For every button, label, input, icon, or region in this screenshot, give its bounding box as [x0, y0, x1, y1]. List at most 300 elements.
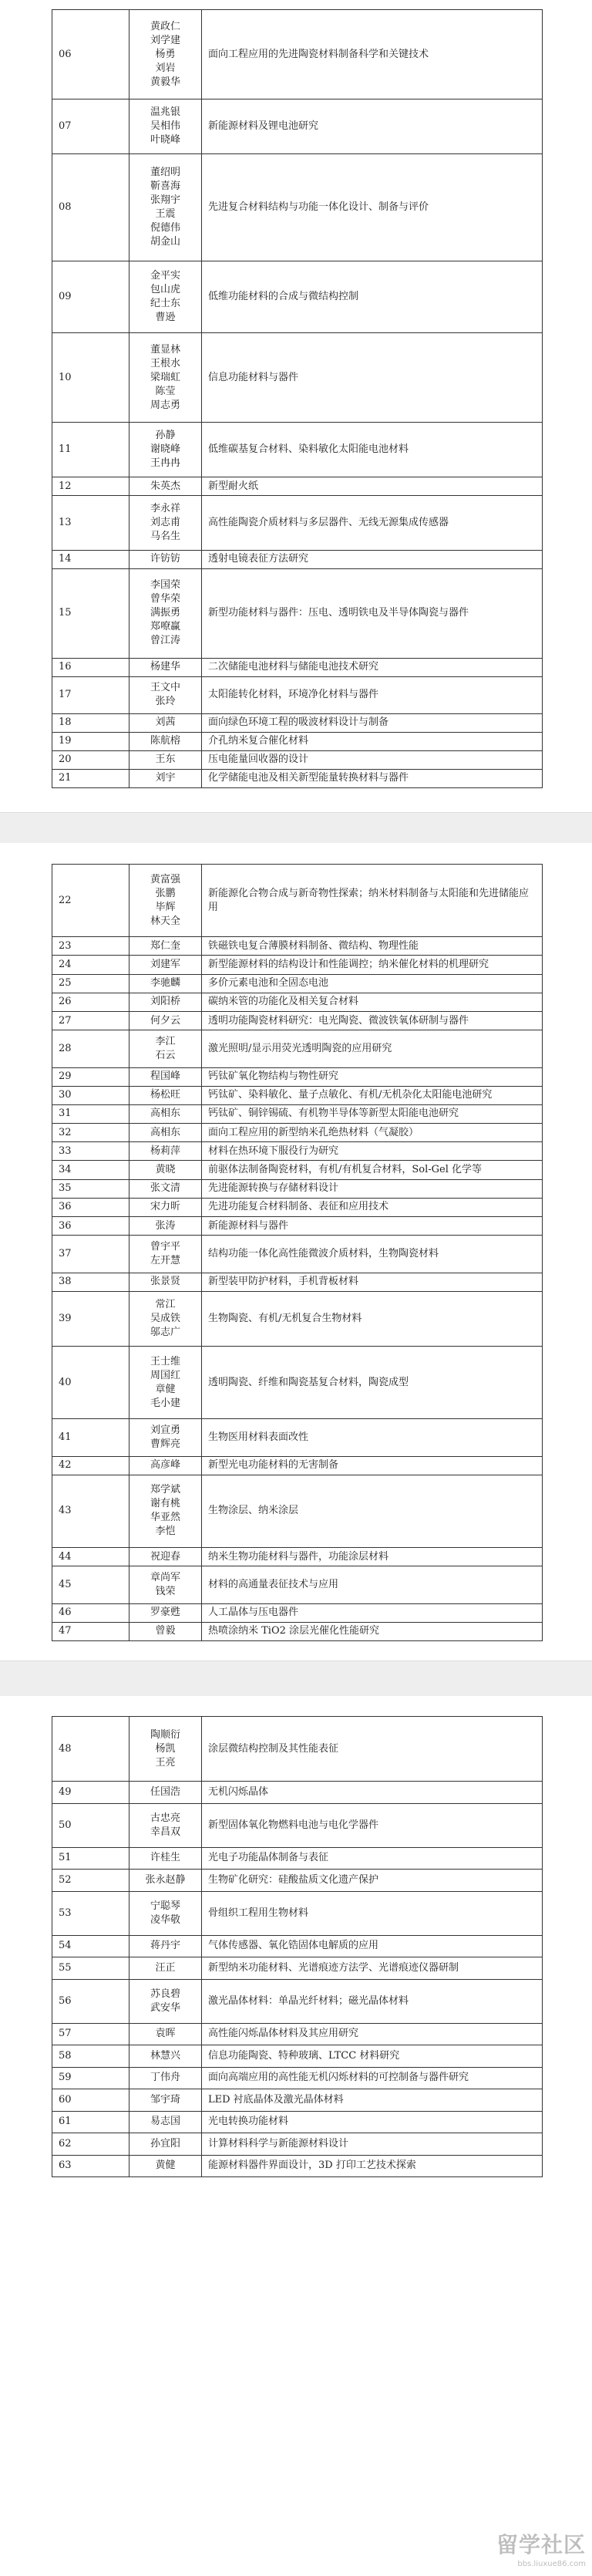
- research-direction: 先进能源转换与存储材料设计: [202, 1179, 543, 1198]
- table-row: [52, 496, 543, 551]
- row-number: 56: [52, 1979, 130, 2023]
- supervisor-names: [130, 865, 202, 937]
- research-direction: 前驱体法制备陶瓷材料，有机/有机复合材料，Sol-Gel 化学等: [202, 1161, 543, 1179]
- research-direction: LED 衬底晶体及激光晶体材料: [202, 2089, 543, 2112]
- row-number: 07: [52, 99, 130, 154]
- supervisor-names: [130, 1104, 202, 1123]
- row-number: 33: [52, 1142, 130, 1161]
- supervisor-names: [130, 1236, 202, 1273]
- research-direction: 新能源材料与器件: [202, 1217, 543, 1236]
- watermark-title: 留学社区: [496, 2532, 586, 2557]
- supervisor-name: 王文中: [150, 682, 180, 694]
- table-row: [52, 1179, 543, 1198]
- research-direction: 新型纳米功能材料、光谱痕迹方法学、光谱痕迹仪器研制: [202, 1957, 543, 1980]
- row-number: 22: [52, 865, 130, 937]
- table-row: [52, 423, 543, 477]
- research-direction: 先进复合材料结构与功能一体化设计、制备与评价: [202, 153, 543, 261]
- supervisor-names: [130, 956, 202, 974]
- supervisor-name: 吴相伟: [150, 120, 180, 133]
- supervisor-name: 包山虎: [150, 284, 180, 295]
- supervisor-name: 杨凯: [155, 1742, 176, 1755]
- supervisor-names: [130, 1086, 202, 1104]
- research-direction: 新能源材料及锂电池研究: [202, 99, 543, 154]
- supervisor-name: 高彦峰: [150, 1459, 180, 1472]
- row-number: 21: [52, 769, 130, 787]
- row-number: 34: [52, 1161, 130, 1179]
- row-number: 60: [52, 2089, 130, 2112]
- supervisor-names: [130, 1803, 202, 1847]
- supervisor-name: 程国峰: [150, 1071, 180, 1083]
- row-number: 25: [52, 974, 130, 993]
- supervisor-name: 张涛: [155, 1219, 176, 1232]
- supervisor-names: [130, 769, 202, 787]
- supervisor-name: 温兆银: [150, 106, 180, 119]
- supervisor-names: [130, 937, 202, 956]
- research-direction: 能源材料器件界面设计，3D 打印工艺技术探索: [202, 2155, 543, 2177]
- supervisor-name: 黄晓: [155, 1164, 176, 1176]
- supervisor-names: [130, 1782, 202, 1804]
- supervisor-name: 左开慧: [150, 1254, 180, 1266]
- row-number: 42: [52, 1456, 130, 1475]
- supervisor-name: 章尚军: [150, 1571, 180, 1583]
- row-number: 40: [52, 1347, 130, 1419]
- supervisor-names: [130, 2023, 202, 2045]
- research-direction: 结构功能一体化高性能微波介质材料，生物陶瓷材料: [202, 1236, 543, 1273]
- research-direction: 纳米生物功能材料与器件，功能涂层材料: [202, 1548, 543, 1566]
- row-number: 11: [52, 423, 130, 477]
- research-direction: 低维碳基复合材料、染料敏化太阳能电池材料: [202, 423, 543, 477]
- table-row: [52, 1566, 543, 1603]
- supervisor-name: 周志勇: [150, 399, 180, 411]
- supervisor-name: 李国荣: [150, 579, 180, 592]
- supervisor-name: 满振勇: [150, 607, 180, 619]
- supervisor-names: [130, 2089, 202, 2112]
- supervisor-names: [130, 713, 202, 732]
- supervisor-name: 胡金山: [150, 235, 180, 248]
- row-number: 30: [52, 1086, 130, 1104]
- research-direction: 透明陶瓷、纤维和陶瓷基复合材料，陶瓷成型: [202, 1347, 543, 1419]
- supervisor-names: [130, 99, 202, 154]
- table-row: [52, 153, 543, 261]
- supervisor-name: 王亮: [155, 1756, 176, 1768]
- table-row: [52, 1273, 543, 1291]
- supervisor-name: 曹逊: [155, 312, 176, 323]
- supervisor-names: [130, 568, 202, 658]
- supervisor-name: 黄富强: [150, 873, 180, 885]
- row-number: 61: [52, 2111, 130, 2133]
- research-direction: 激光晶体材料：单晶光纤材料；磁光晶体材料: [202, 1979, 543, 2023]
- research-direction: 激光照明/显示用荧光透明陶瓷的应用研究: [202, 1030, 543, 1067]
- row-number: 55: [52, 1957, 130, 1980]
- table-row: [52, 1979, 543, 2023]
- supervisor-names: [130, 2045, 202, 2068]
- supervisor-name: 纪士东: [150, 298, 180, 309]
- supervisor-names: [130, 1566, 202, 1603]
- supervisor-names: [130, 10, 202, 99]
- document-page-3: [0, 1696, 592, 2576]
- supervisor-name: 张景贤: [150, 1276, 180, 1288]
- supervisor-name: 张鹏: [155, 887, 176, 899]
- supervisor-name: 华亚然: [150, 1512, 180, 1524]
- row-number: 23: [52, 937, 130, 956]
- supervisor-name: 曹辉亮: [150, 1438, 180, 1450]
- supervisor-name: 谢晓峰: [150, 443, 180, 456]
- research-direction: 钙钛矿氧化物结构与物性研究: [202, 1067, 543, 1086]
- supervisor-name: 李江: [155, 1035, 176, 1047]
- research-direction: 化学储能电池及相关新型能量转换材料与器件: [202, 769, 543, 787]
- supervisor-name: 许钫钫: [150, 553, 180, 565]
- table-row: [52, 1347, 543, 1419]
- supervisor-name: 刘岩: [155, 62, 176, 74]
- supervisor-names: [130, 1142, 202, 1161]
- row-number: 14: [52, 550, 130, 568]
- row-number: 28: [52, 1030, 130, 1067]
- research-direction: 新型光电功能材料的无害制备: [202, 1456, 543, 1475]
- row-number: 36: [52, 1198, 130, 1216]
- supervisor-names: [130, 750, 202, 769]
- supervisor-name: 林慧兴: [150, 2049, 180, 2062]
- row-number: 43: [52, 1475, 130, 1547]
- research-direction: 材料的高通量表征技术与应用: [202, 1566, 543, 1603]
- supervisor-name: 刘茜: [155, 716, 176, 729]
- supervisor-name: 黄政仁: [150, 20, 180, 32]
- supervisor-name: 郑仁奎: [150, 939, 180, 952]
- table-row: [52, 676, 543, 713]
- table-row: [52, 1548, 543, 1566]
- row-number: 24: [52, 956, 130, 974]
- row-number: 16: [52, 658, 130, 676]
- research-table: [52, 864, 543, 1641]
- row-number: 35: [52, 1179, 130, 1198]
- table-row: [52, 1011, 543, 1030]
- supervisor-name: 毛小建: [150, 1397, 180, 1409]
- table-row: [52, 99, 543, 154]
- row-number: 45: [52, 1566, 130, 1603]
- table-row: [52, 1104, 543, 1123]
- row-number: 38: [52, 1273, 130, 1291]
- supervisor-name: 张翔宇: [150, 194, 180, 206]
- supervisor-names: [130, 1717, 202, 1782]
- research-direction: 计算材料科学与新能源材料设计: [202, 2133, 543, 2156]
- supervisor-name: 祝迎春: [150, 1550, 180, 1563]
- page-gap: [0, 1661, 592, 1698]
- table-row: [52, 956, 543, 974]
- row-number: 26: [52, 993, 130, 1011]
- supervisor-name: 高相东: [150, 1108, 180, 1120]
- table-row: [52, 1067, 543, 1086]
- research-direction: 无机闪烁晶体: [202, 1782, 543, 1804]
- supervisor-name: 黄健: [155, 2160, 176, 2172]
- supervisor-names: [130, 1419, 202, 1456]
- row-number: 46: [52, 1603, 130, 1622]
- table-row: [52, 1891, 543, 1935]
- research-direction: 人工晶体与压电器件: [202, 1603, 543, 1622]
- supervisor-name: 刘学建: [150, 34, 180, 46]
- supervisor-name: 陶顺衍: [150, 1728, 180, 1741]
- table-row: [52, 550, 543, 568]
- row-number: 49: [52, 1782, 130, 1804]
- supervisor-name: 汪正: [155, 1961, 176, 1974]
- supervisor-name: 梁瑞虹: [150, 371, 180, 383]
- supervisor-name: 刘志甫: [150, 516, 180, 528]
- table-row: [52, 1622, 543, 1640]
- supervisor-name: 许桂生: [150, 1852, 180, 1864]
- row-number: 48: [52, 1717, 130, 1782]
- table-row: [52, 1419, 543, 1456]
- supervisor-name: 幸昌双: [150, 1826, 180, 1838]
- supervisor-name: 宁聪琴: [150, 1900, 180, 1912]
- table-row: [52, 1957, 543, 1980]
- supervisor-name: 陈莹: [155, 385, 176, 397]
- table-row: [52, 261, 543, 332]
- research-direction: 钙钛矿、铜锌锡硫、有机物半导体等新型太阳能电池研究: [202, 1104, 543, 1123]
- row-number: 41: [52, 1419, 130, 1456]
- supervisor-name: 钱荣: [155, 1585, 176, 1597]
- table-row: [52, 732, 543, 750]
- supervisor-names: [130, 1347, 202, 1419]
- table-row: [52, 1603, 543, 1622]
- row-number: 37: [52, 1236, 130, 1273]
- table-row: [52, 1142, 543, 1161]
- supervisor-names: [130, 1273, 202, 1291]
- table-row: [52, 1236, 543, 1273]
- supervisor-name: 凌华敬: [150, 1913, 180, 1926]
- row-number: 47: [52, 1622, 130, 1640]
- row-number: 52: [52, 1870, 130, 1892]
- row-number: 57: [52, 2023, 130, 2045]
- supervisor-names: [130, 1870, 202, 1892]
- table-row: [52, 1161, 543, 1179]
- table-row: [52, 1935, 543, 1957]
- supervisor-name: 易志国: [150, 2116, 180, 2128]
- research-direction: 介孔纳米复合催化材料: [202, 732, 543, 750]
- table-row: [52, 477, 543, 496]
- supervisor-names: [130, 1979, 202, 2023]
- supervisor-names: [130, 1847, 202, 1870]
- supervisor-names: [130, 1603, 202, 1622]
- table-row: [52, 2023, 543, 2045]
- supervisor-names: [130, 2155, 202, 2177]
- row-number: 20: [52, 750, 130, 769]
- row-number: 17: [52, 676, 130, 713]
- research-table: [52, 9, 543, 788]
- research-direction: 太阳能转化材料，环境净化材料与器件: [202, 676, 543, 713]
- research-direction: 生物矿化研究：硅酸盐质文化遗产保护: [202, 1870, 543, 1892]
- supervisor-name: 曾宇平: [150, 1240, 180, 1253]
- research-table: [52, 1716, 543, 2177]
- row-number: 44: [52, 1548, 130, 1566]
- row-number: 12: [52, 477, 130, 496]
- supervisor-names: [130, 658, 202, 676]
- supervisor-name: 袁晖: [155, 2028, 176, 2040]
- research-direction: 光电转换功能材料: [202, 2111, 543, 2133]
- research-direction: 新能源化合物合成与新奇物性探索；纳米材料制备与太阳能和先进储能应用: [202, 865, 543, 937]
- supervisor-name: 叶晓峰: [150, 134, 180, 147]
- document-page-2: [0, 843, 592, 1661]
- research-direction: 压电能量回收器的设计: [202, 750, 543, 769]
- research-direction: 气体传感器、氧化锆固体电解质的应用: [202, 1935, 543, 1957]
- table-row: [52, 769, 543, 787]
- row-number: 19: [52, 732, 130, 750]
- research-direction: 骨组织工程用生物材料: [202, 1891, 543, 1935]
- supervisor-names: [130, 1548, 202, 1566]
- supervisor-name: 古忠亮: [150, 1812, 180, 1824]
- supervisor-name: 苏良碧: [150, 1988, 180, 2000]
- row-number: 62: [52, 2133, 130, 2156]
- supervisor-name: 刘阳桥: [150, 996, 180, 1008]
- research-direction: 面向工程应用的新型纳米孔绝热材料（气凝胶）: [202, 1124, 543, 1142]
- supervisor-name: 蒋丹宇: [150, 1940, 180, 1952]
- supervisor-names: [130, 1198, 202, 1216]
- table-row: [52, 1456, 543, 1475]
- row-number: 31: [52, 1104, 130, 1123]
- supervisor-name: 马名生: [150, 530, 180, 542]
- research-direction: 面向绿色环境工程的吸波材料设计与制备: [202, 713, 543, 732]
- supervisor-name: 周国红: [150, 1369, 180, 1381]
- supervisor-names: [130, 974, 202, 993]
- table-row: [52, 993, 543, 1011]
- supervisor-name: 宋力昕: [150, 1201, 180, 1213]
- supervisor-name: 谢有桃: [150, 1498, 180, 1510]
- table-row: [52, 10, 543, 99]
- research-direction: 面向高端应用的高性能无机闪烁材料的可控制备与器件研究: [202, 2067, 543, 2089]
- supervisor-names: [130, 333, 202, 423]
- supervisor-name: 杨莉萍: [150, 1145, 180, 1157]
- table-row: [52, 2089, 543, 2112]
- supervisor-names: [130, 993, 202, 1011]
- row-number: 09: [52, 261, 130, 332]
- research-direction: 低维功能材料的合成与微结构控制: [202, 261, 543, 332]
- table-row: [52, 1870, 543, 1892]
- research-direction: 新型耐火纸: [202, 477, 543, 496]
- supervisor-name: 吴成铁: [150, 1312, 180, 1324]
- table-row: [52, 1086, 543, 1104]
- table-row: [52, 2111, 543, 2133]
- supervisor-names: [130, 1935, 202, 1957]
- supervisor-names: [130, 477, 202, 496]
- research-direction: 热喷涂纳米 TiO2 涂层光催化性能研究: [202, 1622, 543, 1640]
- supervisor-names: [130, 2067, 202, 2089]
- supervisor-name: 李永祥: [150, 502, 180, 514]
- supervisor-name: 倪德伟: [150, 221, 180, 234]
- row-number: 51: [52, 1847, 130, 1870]
- row-number: 39: [52, 1291, 130, 1346]
- table-row: [52, 2045, 543, 2068]
- supervisor-name: 邬志广: [150, 1326, 180, 1338]
- supervisor-name: 刘宣勇: [150, 1424, 180, 1436]
- row-number: 32: [52, 1124, 130, 1142]
- research-direction: 多价元素电池和全固态电池: [202, 974, 543, 993]
- supervisor-name: 常江: [155, 1298, 176, 1310]
- table-row: [52, 865, 543, 937]
- supervisor-name: 孙静: [155, 430, 176, 442]
- table-row: [52, 2155, 543, 2177]
- supervisor-name: 李驰麟: [150, 977, 180, 990]
- research-direction: 透明功能陶瓷材料研究：电光陶瓷、微波铁氧体研制与器件: [202, 1011, 543, 1030]
- supervisor-names: [130, 1030, 202, 1067]
- row-number: 59: [52, 2067, 130, 2089]
- table-row: [52, 750, 543, 769]
- supervisor-name: 杨建华: [150, 661, 180, 673]
- supervisor-name: 曾毅: [155, 1625, 176, 1637]
- research-direction: 光电子功能晶体制备与表征: [202, 1847, 543, 1870]
- row-number: 53: [52, 1891, 130, 1935]
- supervisor-names: [130, 1475, 202, 1547]
- supervisor-name: 罗豪甦: [150, 1607, 180, 1619]
- table-row: [52, 2133, 543, 2156]
- supervisor-names: [130, 2133, 202, 2156]
- supervisor-names: [130, 732, 202, 750]
- supervisor-name: 高相东: [150, 1126, 180, 1138]
- supervisor-name: 王根水: [150, 357, 180, 369]
- table-row: [52, 937, 543, 956]
- research-direction: 透射电镜表征方法研究: [202, 550, 543, 568]
- research-direction: 铁磁铁电复合薄膜材料制备、微结构、物理性能: [202, 937, 543, 956]
- table-row: [52, 1217, 543, 1236]
- row-number: 63: [52, 2155, 130, 2177]
- research-direction: 涂层微结构控制及其性能表征: [202, 1717, 543, 1782]
- table-row: [52, 2067, 543, 2089]
- table-row: [52, 1198, 543, 1216]
- supervisor-names: [130, 1217, 202, 1236]
- table-row: [52, 713, 543, 732]
- supervisor-name: 曾华荣: [150, 593, 180, 605]
- supervisor-names: [130, 1957, 202, 1980]
- research-direction: 信息功能材料与器件: [202, 333, 543, 423]
- supervisor-name: 张文清: [150, 1182, 180, 1195]
- supervisor-name: 郑学斌: [150, 1484, 180, 1496]
- research-direction: 生物涂层、纳米涂层: [202, 1475, 543, 1547]
- research-direction: 碳纳米管的功能化及相关复合材料: [202, 993, 543, 1011]
- table-row: [52, 333, 543, 423]
- research-direction: 高性能陶瓷介质材料与多层器件、无线无源集成传感器: [202, 496, 543, 551]
- watermark-url: bbs.liuxue86.com: [517, 2560, 586, 2568]
- supervisor-name: 何夕云: [150, 1014, 180, 1027]
- research-direction: 先进功能复合材料制备、表征和应用技术: [202, 1198, 543, 1216]
- table-row: [52, 1847, 543, 1870]
- row-number: 50: [52, 1803, 130, 1847]
- table-row: [52, 1475, 543, 1547]
- table-row: [52, 1782, 543, 1804]
- research-direction: 新型能源材料的结构设计和性能调控；纳米催化材料的机理研究: [202, 956, 543, 974]
- supervisor-name: 张玲: [155, 696, 176, 708]
- table-row: [52, 568, 543, 658]
- research-direction: 钙钛矿、染料敏化、量子点敏化、有机/无机杂化太阳能电池研究: [202, 1086, 543, 1104]
- row-number: 08: [52, 153, 130, 261]
- research-direction: 新型装甲防护材料，手机背板材料: [202, 1273, 543, 1291]
- supervisor-names: [130, 153, 202, 261]
- row-number: 06: [52, 10, 130, 99]
- supervisor-name: 郑嘹赢: [150, 621, 180, 633]
- supervisor-name: 陈航榕: [150, 735, 180, 747]
- research-direction: 信息功能陶瓷、特种玻璃、LTCC 材料研究: [202, 2045, 543, 2068]
- table-row: [52, 974, 543, 993]
- supervisor-name: 王士维: [150, 1355, 180, 1367]
- supervisor-name: 王冉冉: [150, 457, 180, 470]
- supervisor-name: 章健: [155, 1383, 176, 1395]
- supervisor-name: 王东: [155, 754, 176, 766]
- research-direction: 面向工程应用的先进陶瓷材料制备科学和关键技术: [202, 10, 543, 99]
- supervisor-names: [130, 1161, 202, 1179]
- research-direction: 二次储能电池材料与储能电池技术研究: [202, 658, 543, 676]
- supervisor-names: [130, 1891, 202, 1935]
- supervisor-name: 董绍明: [150, 166, 180, 178]
- supervisor-names: [130, 1124, 202, 1142]
- document-page-1: [0, 0, 592, 812]
- row-number: 15: [52, 568, 130, 658]
- supervisor-name: 邹宇琦: [150, 2093, 180, 2106]
- supervisor-name: 曾江涛: [150, 635, 180, 647]
